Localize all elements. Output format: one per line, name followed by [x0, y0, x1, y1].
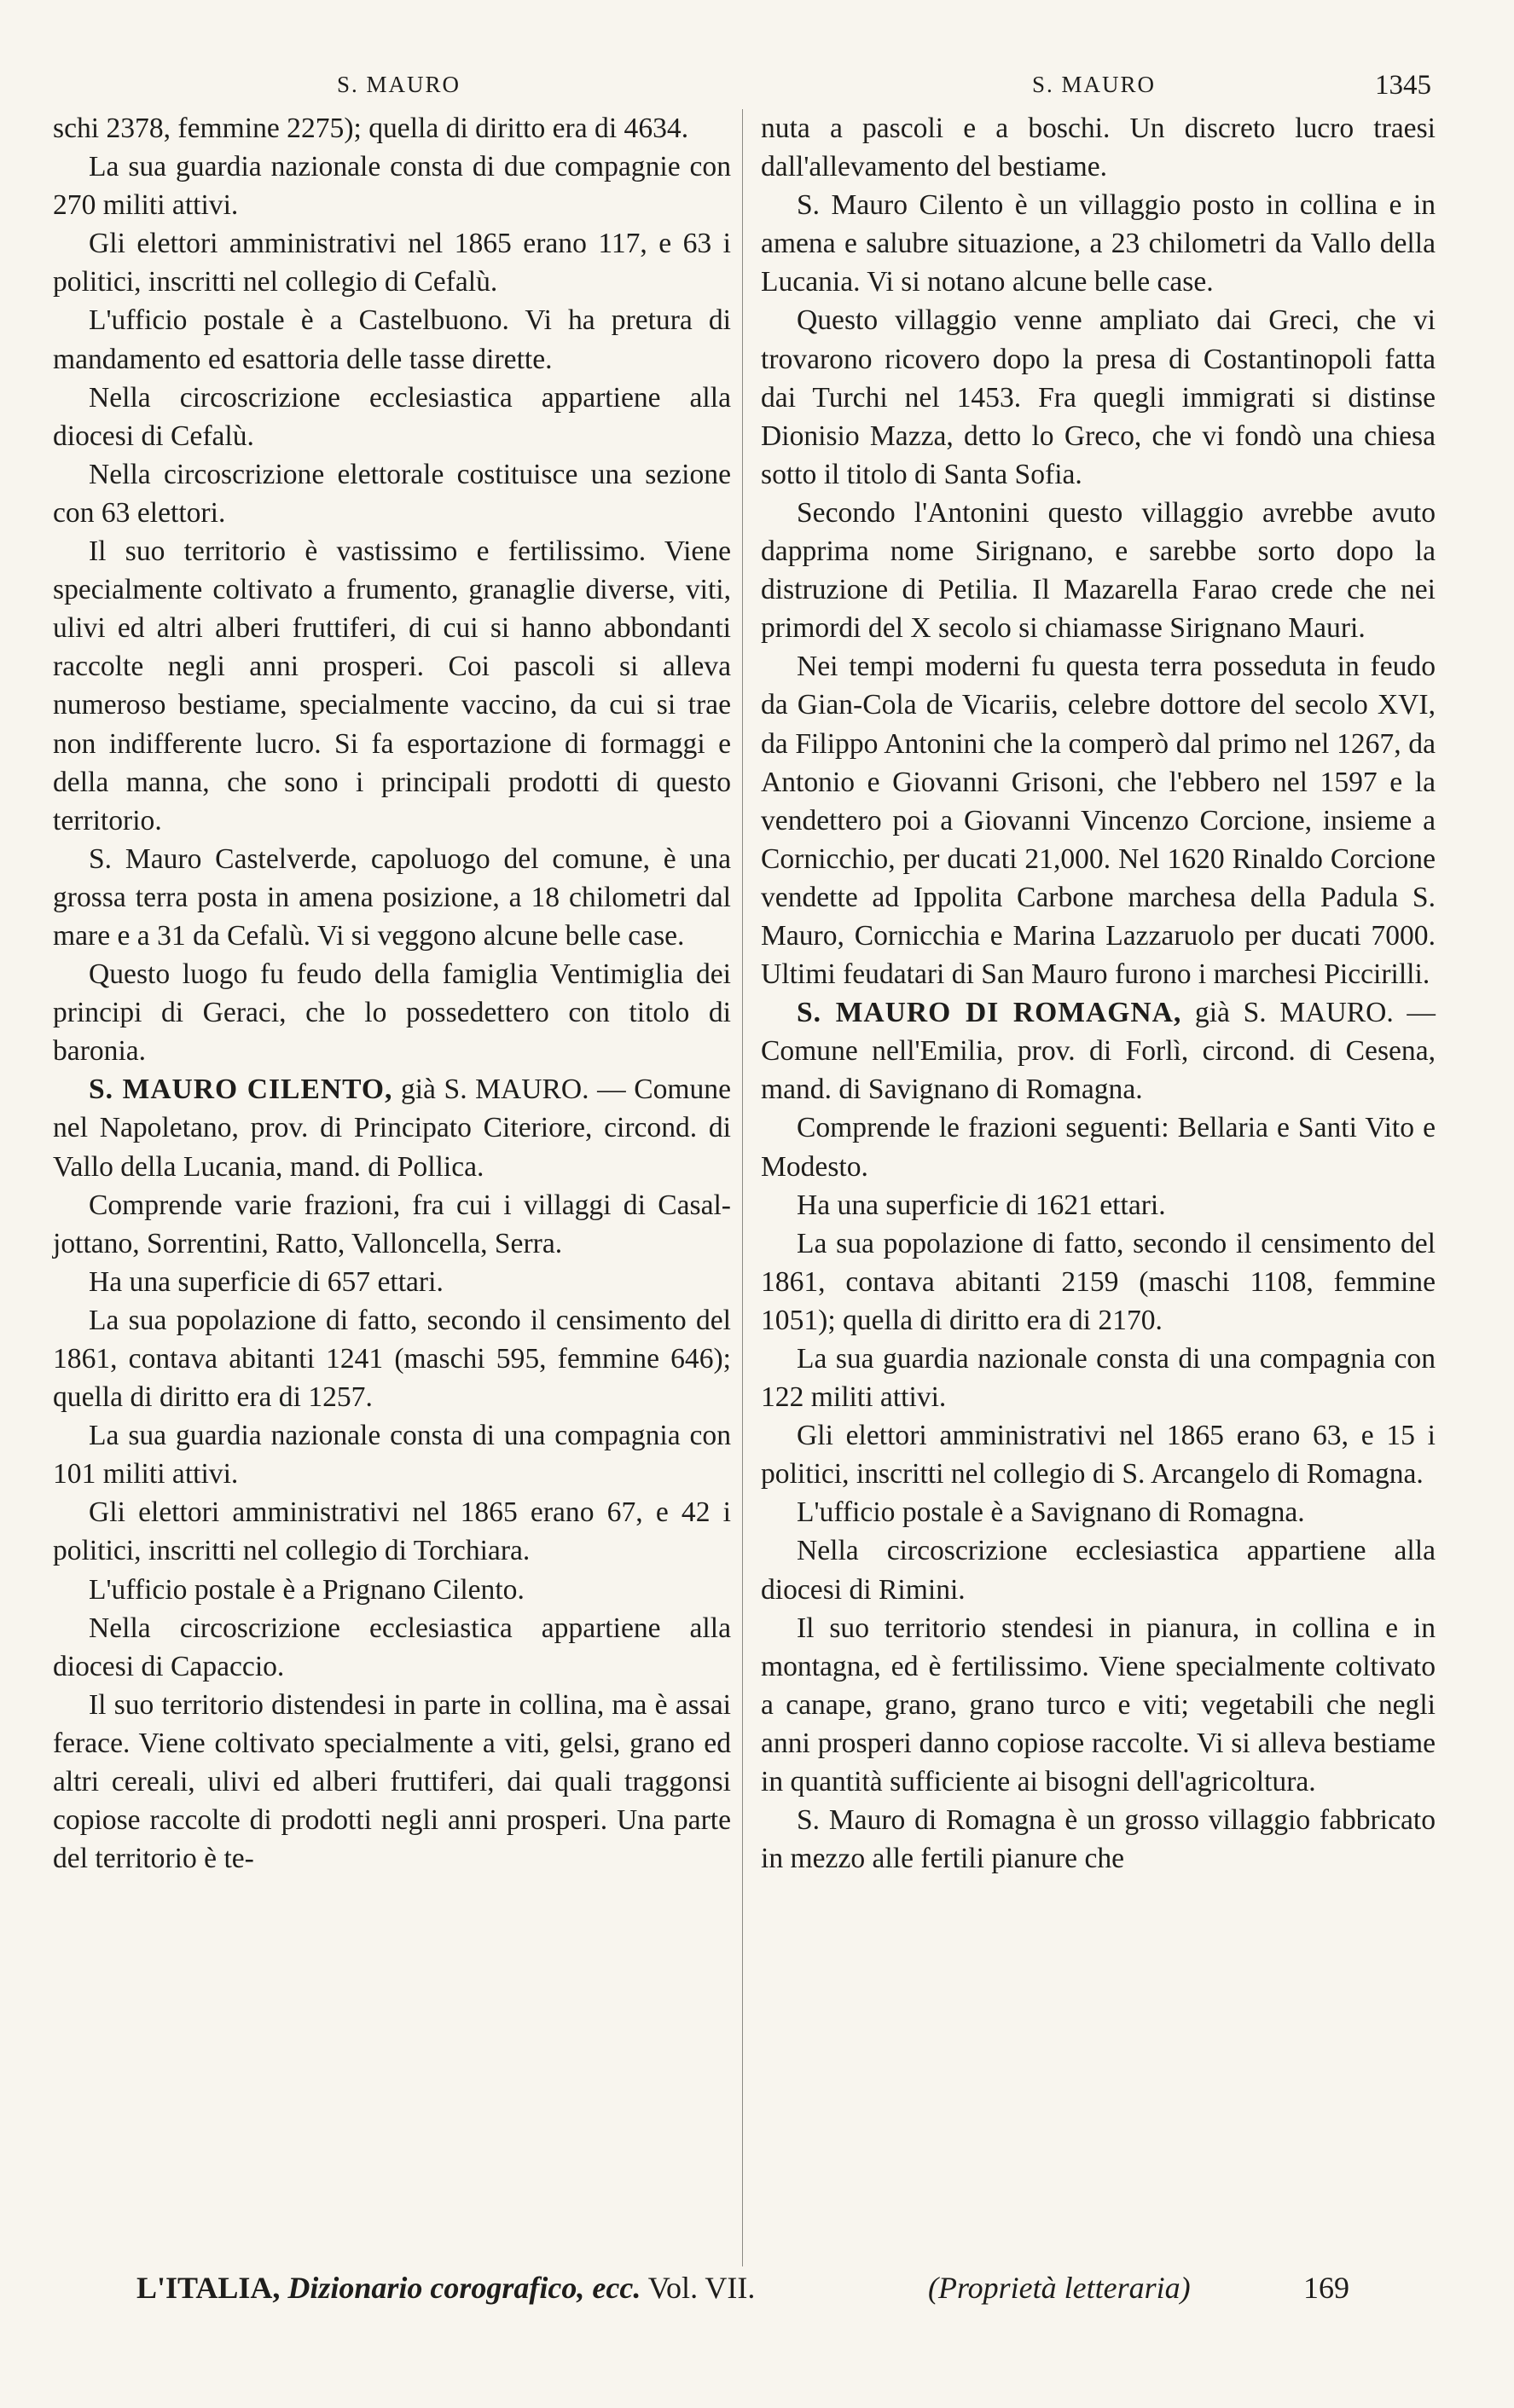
running-head-left: S. MAURO — [337, 72, 461, 97]
paragraph — [761, 1493, 1436, 1531]
paragraph-text: S. Mauro Castelverde, capoluogo del comune, è una grossa terra posta in amena posizione, a 18 chilometri dal mare e a 31 da Cefalù. Vi si veggono alcune belle case. — [53, 842, 731, 952]
paragraph — [761, 301, 1436, 493]
paragraph — [53, 1186, 731, 1263]
paragraph-text: Gli elettori amministrativi nel 1865 erano 117, e 63 i politici, inscritti nel collegio di Cefalù. — [53, 228, 731, 298]
paragraph — [761, 186, 1436, 301]
paragraph-text: L'ufficio postale è a Castelbuono. Vi ha pretura di mandamento ed esattoria delle tasse dirette. — [53, 304, 731, 375]
paragraph-text: Comprende le frazioni seguenti: Bellaria e Santi Vito e Modesto. — [761, 1112, 1436, 1183]
paragraph — [53, 840, 731, 955]
paragraph-text: Ha una superficie di 1621 ettari. — [797, 1189, 1166, 1221]
paragraph — [761, 494, 1436, 647]
paragraph — [761, 1531, 1436, 1608]
paragraph-text: già S. MAURO. — Comune nell'Emilia, prov. di Forlì, circond. di Cesena, mand. di Savignano di Romagna. — [761, 997, 1436, 1106]
paragraph — [53, 109, 731, 148]
paragraph-text: Nella circoscrizione ecclesiastica appartiene alla diocesi di Rimini. — [761, 1535, 1436, 1606]
paragraph — [53, 532, 731, 840]
paragraph-text: Questo villaggio venne ampliato dai Greci, che vi trovarono ricovero dopo la presa di Costantinopoli fatta dai Turchi nel 1453. Fra quegli immigrati si distinse Dionisio Mazza, detto lo Greco, che vi fondò una chiesa sotto il titolo di Santa Sofia. — [761, 304, 1436, 490]
paragraph-text: Ha una superficie di 657 ettari. — [89, 1265, 444, 1298]
paragraph-text: S. Mauro di Romagna è un grosso villaggio fabbricato in mezzo alle fertili pianure che — [761, 1804, 1436, 1875]
paragraph-text: Nella circoscrizione ecclesiastica appartiene alla diocesi di Cefalù. — [53, 381, 731, 452]
paragraph-text: L'ufficio postale è a Prignano Cilento. — [89, 1573, 525, 1606]
paragraph — [761, 647, 1436, 993]
paragraph-text: Gli elettori amministrativi nel 1865 erano 67, e 42 i politici, inscritti nel collegio di Torchiara. — [53, 1496, 731, 1567]
paragraph — [761, 993, 1436, 1108]
footer-signature-number: 169 — [1303, 2271, 1349, 2305]
footer-rights: (Proprietà letteraria) — [928, 2271, 1191, 2305]
paragraph-text: Comprende varie frazioni, fra cui i villaggi di Casal-jottano, Sorrentini, Ratto, Valloncella, Serra. — [53, 1189, 731, 1259]
paragraph-text: Nella circoscrizione elettorale costituisce una sezione con 63 elettori. — [53, 458, 731, 529]
paragraph — [53, 1493, 731, 1570]
paragraph-text: La sua guardia nazionale consta di due compagnie con 270 militi attivi. — [53, 151, 731, 222]
paragraph-text: schi 2378, femmine 2275); quella di diritto era di 4634. — [53, 113, 689, 144]
paragraph — [53, 455, 731, 532]
paragraph-text: Gli elettori amministrativi nel 1865 erano 63, e 15 i politici, inscritti nel collegio di S. Arcangelo di Romagna. — [761, 1420, 1436, 1491]
footer-title — [136, 2270, 755, 2306]
entry-heading: S. MAURO DI ROMAGNA, — [797, 997, 1182, 1029]
paragraph — [53, 379, 731, 455]
paragraph — [761, 1186, 1436, 1224]
footer-volume: Vol. VII. — [647, 2271, 756, 2305]
paragraph — [53, 1070, 731, 1185]
paragraph-text: Il suo territorio distendesi in parte in collina, ma è assai ferace. Viene coltivato specialmente a viti, gelsi, grano ed altri cereali, ulivi ed alberi fruttiferi, dai quali traggonsi copiose raccolte di prodotti negli anni prosperi. Una parte del territorio è te- — [53, 1688, 731, 1875]
paragraph-text: nuta a pascoli e a boschi. Un discreto lucro traesi dall'allevamento del bestiame. — [761, 113, 1436, 183]
paragraph-text: La sua popolazione di fatto, secondo il censimento del 1861, contava abitanti 1241 (maschi 595, femmine 646); quella di diritto era di 1257. — [53, 1304, 731, 1414]
paragraph-text: La sua guardia nazionale consta di una compagnia con 101 militi attivi. — [53, 1420, 731, 1491]
paragraph — [761, 1224, 1436, 1340]
paragraph — [761, 1340, 1436, 1416]
paragraph — [761, 1416, 1436, 1493]
paragraph-text: Nei tempi moderni fu questa terra posseduta in feudo da Gian-Cola de Vicariis, celebre dottore del secolo XVI, da Filippo Antonini che la comperò dal primo nel 1267, da Antonio e Giovanni Grisoni, che l'ebbero nel 1597 e la vendettero poi a Giovanni Vincenzo Corcione, insieme a Cornicchio, per ducati 21,000. Nel 1620 Rinaldo Corcione vendette ad Ippolita Carbone marchesa della Padula S. Mauro, Cornicchia e Marina Lazzaruolo per ducati 7000. Ultimi feudatari di San Mauro furono i marchesi Piccirilli. — [761, 651, 1436, 991]
paragraph-text: Secondo l'Antonini questo villaggio avrebbe avuto dapprima nome Sirignano, e sarebbe sorto dopo la distruzione di Petilia. Il Mazarella Farao crede che nei primordi del X secolo si chiamasse Sirignano Mauri. — [761, 496, 1436, 645]
paragraph — [53, 1686, 731, 1878]
column-divider — [742, 109, 743, 2266]
paragraph — [53, 301, 731, 378]
footer-work-title: Dizionario corografico, ecc. — [287, 2271, 641, 2305]
paragraph-text: Il suo territorio è vastissimo e fertilissimo. Viene specialmente coltivato a frumento, granaglie diverse, viti, ulivi ed altri alberi fruttiferi, di cui si hanno abbondanti raccolte negli anni prosperi. Coi pascoli si alleva numeroso bestiame, specialmente vaccino, da cui si trae non indifferente lucro. Si fa esportazione di formaggi e della manna, che sono i principali prodotti di questo territorio. — [53, 535, 731, 836]
paragraph — [53, 1416, 731, 1493]
paragraph — [53, 148, 731, 224]
right-column — [761, 109, 1436, 1878]
paragraph — [53, 1263, 731, 1301]
paragraph — [761, 1108, 1436, 1185]
paragraph — [761, 1801, 1436, 1878]
paragraph-text: S. Mauro Cilento è un villaggio posto in collina e in amena e salubre situazione, a 23 chilometri da Vallo della Lucania. Vi si notano alcune belle case. — [761, 189, 1436, 298]
paragraph — [53, 1301, 731, 1416]
paragraph — [53, 1571, 731, 1609]
page-number: 1345 — [1375, 70, 1431, 101]
paragraph — [53, 1609, 731, 1686]
footer-prefix: L'ITALIA, — [136, 2271, 281, 2305]
paragraph — [53, 955, 731, 1070]
paragraph-text: già S. MAURO. — Comune nel Napoletano, prov. di Principato Citeriore, circond. di Vallo della Lucania, mand. di Pollica. — [53, 1074, 731, 1183]
paragraph — [761, 109, 1436, 186]
paragraph-text: L'ufficio postale è a Savignano di Romagna. — [797, 1496, 1305, 1529]
running-head-right: S. MAURO — [1032, 72, 1157, 97]
left-column — [53, 109, 731, 1878]
paragraph-text: Nella circoscrizione ecclesiastica appartiene alla diocesi di Capaccio. — [53, 1612, 731, 1682]
paragraph-text: La sua guardia nazionale consta di una compagnia con 122 militi attivi. — [761, 1343, 1436, 1414]
paragraph-text: La sua popolazione di fatto, secondo il censimento del 1861, contava abitanti 2159 (maschi 1108, femmine 1051); quella di diritto era di 2170. — [761, 1227, 1436, 1336]
paragraph — [53, 224, 731, 301]
paragraph-text: Il suo territorio stendesi in pianura, in collina e in montagna, ed è fertilissimo. Viene specialmente coltivato a canape, grano, grano turco e viti; vegetabili che negli anni prosperi danno copiose raccolte. Vi si alleva bestiame in quantità sufficiente ai bisogni dell'agricoltura. — [761, 1612, 1436, 1798]
paragraph — [761, 1609, 1436, 1801]
paragraph-text: Questo luogo fu feudo della famiglia Ventimiglia dei principi di Geraci, che lo possedettero con titolo di baronia. — [53, 958, 731, 1068]
entry-heading: S. MAURO CILENTO, — [89, 1074, 393, 1106]
